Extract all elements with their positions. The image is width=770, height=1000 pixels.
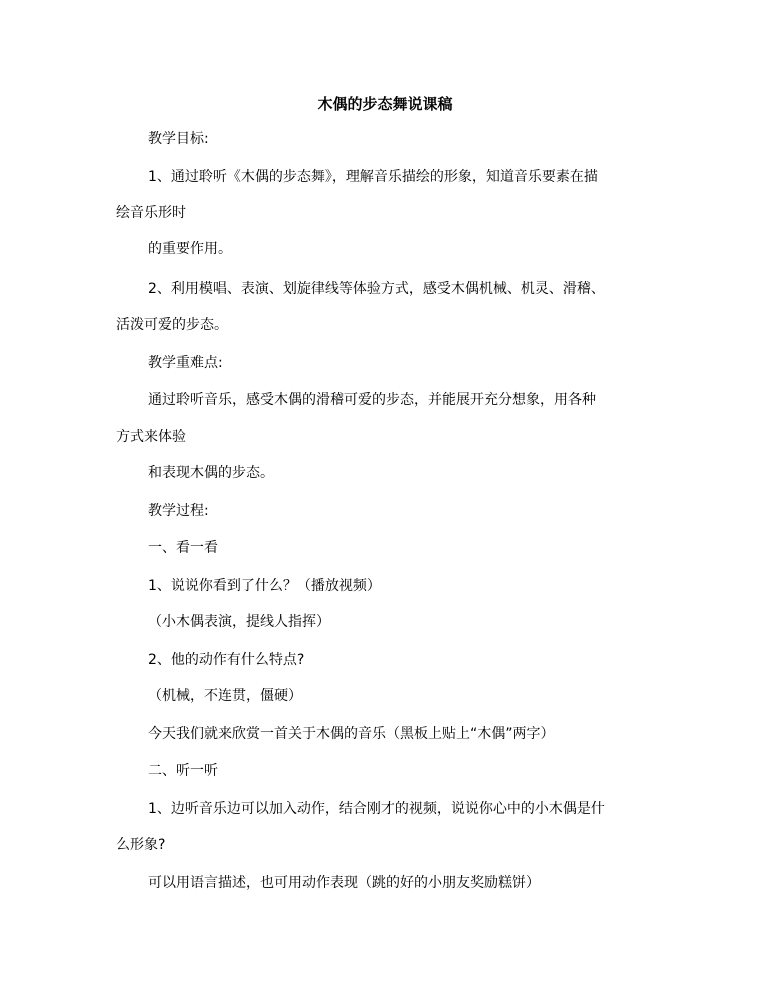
paragraph-line: 1、通过聆听《木偶的步态舞》，理解音乐描绘的形象，知道音乐要素在描	[148, 169, 598, 185]
section-heading-key-points: 教学重难点:	[148, 355, 223, 371]
paragraph-line: 1、说说你看到了什么？（播放视频）	[148, 578, 381, 594]
paragraph-line: （小木偶表演，提线人指挥）	[148, 614, 330, 630]
section-heading-listen: 二、听一听	[148, 763, 218, 779]
section-heading-objectives: 教学目标:	[148, 131, 209, 147]
paragraph-line: 1、边听音乐边可以加入动作，结合刚才的视频，说说你心中的小木偶是什	[148, 801, 605, 817]
paragraph-line: 方式来体验	[116, 429, 186, 445]
paragraph-line: 么形象?	[116, 837, 166, 853]
paragraph-line: 2、他的动作有什么特点?	[148, 652, 305, 668]
paragraph-line: 今天我们就来欣赏一首关于木偶的音乐（黑板上贴上“木偶”两字）	[148, 726, 555, 742]
paragraph-line: 和表现木偶的步态。	[148, 465, 274, 481]
paragraph-line: 通过聆听音乐，感受木偶的滑稽可爱的步态，并能展开充分想象，用各种	[148, 392, 596, 408]
section-heading-process: 教学过程:	[148, 503, 209, 519]
paragraph-line: 可以用语言描述，也可用动作表现（跳的好的小朋友奖励糕饼）	[148, 875, 540, 891]
document-title: 木偶的步态舞说课稿	[317, 95, 453, 113]
section-heading-look: 一、看一看	[148, 540, 218, 556]
paragraph-line: 的重要作用。	[148, 241, 232, 257]
paragraph-line: 2、利用模唱、表演、划旋律线等体验方式，感受木偶机械、机灵、滑稽、	[148, 281, 605, 297]
paragraph-line: 活泼可爱的步态。	[116, 317, 228, 333]
paragraph-line: 绘音乐形时	[116, 205, 186, 221]
paragraph-line: （机械，不连贯，僵硬）	[148, 688, 302, 704]
